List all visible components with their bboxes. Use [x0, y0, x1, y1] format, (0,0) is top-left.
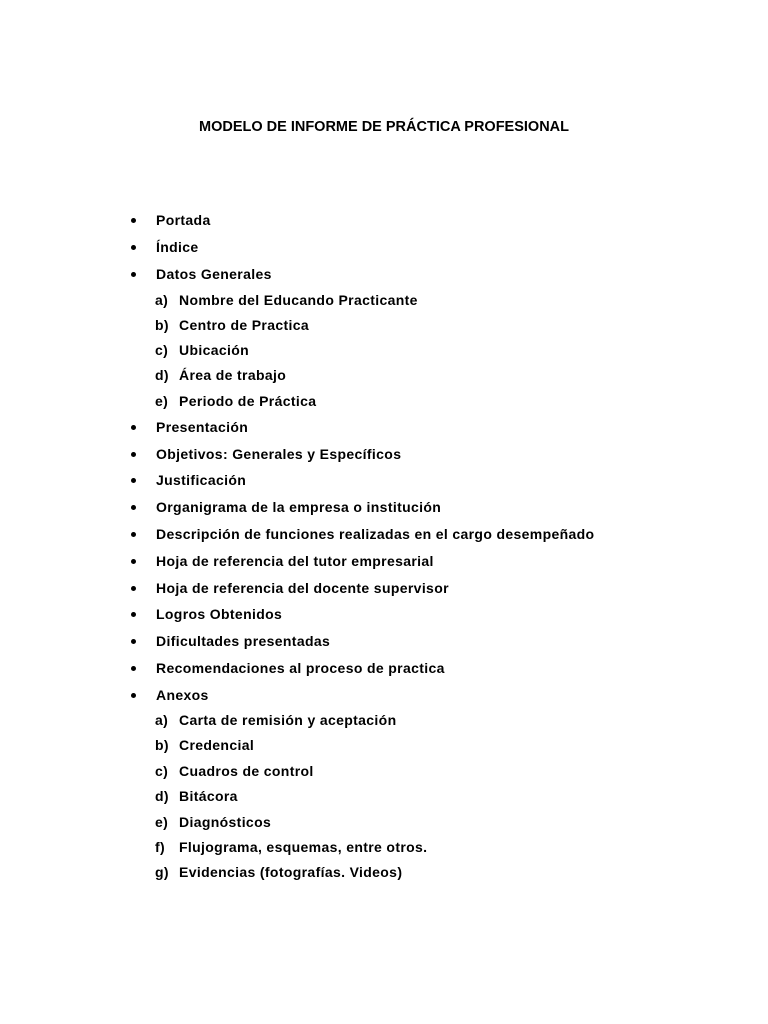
subitem-text: Diagnósticos [179, 814, 272, 830]
bullet-icon [131, 452, 136, 457]
subitem-text: Ubicación [179, 342, 250, 358]
outline-item-text: Organigrama de la empresa o institución [156, 499, 442, 515]
bullet-icon [131, 218, 136, 223]
subitem-text: Bitácora [179, 788, 238, 804]
outline-item-text: Presentación [156, 419, 249, 435]
outline-item-text: Descripción de funciones realizadas en el cargo desempeñado [156, 526, 595, 542]
subitem-marker: e) [155, 393, 169, 409]
bullet-icon [131, 639, 136, 644]
outline-item-text: Hoja de referencia del docente supervisor [156, 580, 449, 596]
subitem-marker: f) [155, 839, 166, 855]
outline-item-text: Datos Generales [156, 266, 272, 282]
subitem-marker: d) [155, 788, 169, 804]
bullet-icon [131, 425, 136, 430]
outline-item-text: Hoja de referencia del tutor empresarial [156, 553, 434, 569]
bullet-icon [131, 612, 136, 617]
bullet-icon [131, 559, 136, 564]
bullet-icon [131, 272, 136, 277]
bullet-icon [131, 666, 136, 671]
bullet-icon [131, 586, 136, 591]
outline-item-text: Dificultades presentadas [156, 633, 331, 649]
subitem-text: Área de trabajo [179, 367, 287, 383]
subitem-text: Flujograma, esquemas, entre otros. [179, 839, 428, 855]
bullet-icon [131, 693, 136, 698]
subitem-marker: b) [155, 737, 169, 753]
subitem-text: Credencial [179, 737, 255, 753]
outline-item-text: Anexos [156, 687, 209, 703]
outline-item-text: Índice [156, 239, 199, 255]
bullet-icon [131, 505, 136, 510]
subitem-marker: c) [155, 342, 169, 358]
subitem-text: Centro de Practica [179, 317, 310, 333]
subitem-text: Periodo de Práctica [179, 393, 317, 409]
outline-item-text: Logros Obtenidos [156, 606, 283, 622]
subitem-text: Nombre del Educando Practicante [179, 292, 418, 308]
outline-item-text: Justificación [156, 472, 247, 488]
subitem-marker: g) [155, 864, 169, 880]
subitem-text: Cuadros de control [179, 763, 314, 779]
subitem-marker: c) [155, 763, 169, 779]
outline-item-text: Recomendaciones al proceso de practica [156, 660, 445, 676]
subitem-marker: e) [155, 814, 169, 830]
outline-item-text: Portada [156, 212, 211, 228]
bullet-icon [131, 245, 136, 250]
subitem-text: Carta de remisión y aceptación [179, 712, 397, 728]
subitem-text: Evidencias (fotografías. Videos) [179, 864, 403, 880]
subitem-marker: a) [155, 712, 169, 728]
document-title: MODELO DE INFORME DE PRÁCTICA PROFESIONAL [198, 119, 570, 135]
subitem-marker: a) [155, 292, 169, 308]
subitem-marker: b) [155, 317, 169, 333]
outline-item-text: Objetivos: Generales y Específicos [156, 446, 402, 462]
subitem-marker: d) [155, 367, 169, 383]
bullet-icon [131, 478, 136, 483]
bullet-icon [131, 532, 136, 537]
